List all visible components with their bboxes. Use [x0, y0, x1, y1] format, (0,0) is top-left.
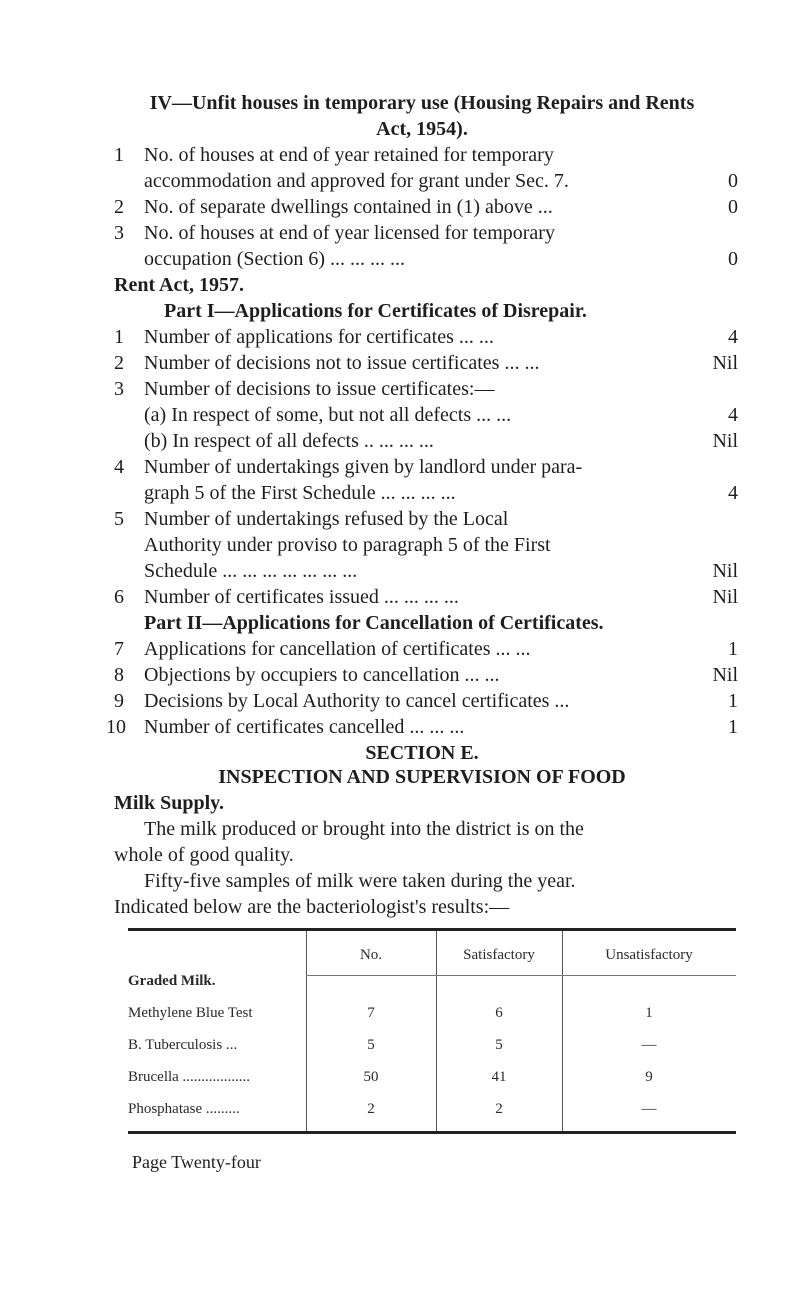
item-value: 0	[728, 170, 738, 192]
item-text: Applications for cancellation of certificates ... ...	[144, 638, 531, 660]
item-value: 1	[728, 638, 738, 660]
item-text: (b) In respect of all defects .. ... ... ...	[144, 430, 434, 452]
rent-act-title: Rent Act, 1957.	[114, 274, 244, 296]
item-number: 3	[114, 378, 124, 400]
item-text: Schedule ... ... ... ... ... ... ...	[144, 560, 358, 582]
header-satisfactory: Satisfactory	[463, 947, 535, 963]
item-number: 8	[114, 664, 124, 686]
item-number: 5	[114, 508, 124, 530]
item-number: 6	[114, 586, 124, 608]
section-e-subtitle: INSPECTION AND SUPERVISION OF FOOD	[218, 766, 626, 788]
header-no: No.	[359, 947, 383, 963]
item-text: No. of separate dwellings contained in (1) above ...	[144, 196, 553, 218]
item-number: 2	[114, 196, 124, 218]
part-2-title: Part II—Applications for Cancellation of Certificates.	[144, 612, 604, 634]
row-satisfactory: 6	[495, 1005, 503, 1021]
item-text: Number of decisions not to issue certificates ... ...	[144, 352, 540, 374]
section-iv-title-line1: IV—Unfit houses in temporary use (Housing Repairs and Rents	[149, 92, 695, 114]
item-text: Number of decisions to issue certificates:—	[144, 378, 495, 400]
row-satisfactory: 5	[495, 1037, 503, 1053]
item-value: 4	[728, 326, 738, 348]
item-text: Authority under proviso to paragraph 5 of the First	[144, 534, 551, 556]
item-value: 4	[728, 482, 738, 504]
row-unsatisfactory: 9	[645, 1069, 653, 1085]
item-number: 10	[106, 716, 126, 738]
row-name: Brucella ..................	[128, 1069, 251, 1085]
item-text: accommodation and approved for grant under Sec. 7.	[144, 170, 569, 192]
row-name: Methylene Blue Test	[128, 1005, 253, 1021]
item-number: 1	[114, 144, 124, 166]
item-number: 1	[114, 326, 124, 348]
milk-supply-heading: Milk Supply.	[114, 792, 225, 814]
milk-paragraph-2-line2: Indicated below are the bacteriologist's results:—	[114, 896, 510, 918]
page-footer: Page Twenty-four	[132, 1152, 261, 1172]
row-no: 5	[367, 1037, 375, 1053]
milk-paragraph-2-line1: Fifty-five samples of milk were taken during the year.	[144, 870, 576, 892]
table-header-rule	[306, 975, 736, 976]
item-value: Nil	[712, 560, 738, 582]
row-unsatisfactory: 1	[645, 1005, 653, 1021]
item-value: 4	[728, 404, 738, 426]
item-text: Number of undertakings refused by the Local	[144, 508, 509, 530]
row-name: B. Tuberculosis ...	[128, 1037, 238, 1053]
header-graded-milk: Graded Milk.	[128, 973, 216, 989]
item-number: 9	[114, 690, 124, 712]
row-no: 50	[363, 1069, 379, 1085]
item-text: Decisions by Local Authority to cancel certificates ...	[144, 690, 570, 712]
row-name: Phosphatase .........	[128, 1101, 240, 1117]
section-iv-title-line2: Act, 1954).	[376, 118, 468, 140]
header-unsatisfactory: Unsatisfactory	[605, 947, 693, 963]
row-satisfactory: 41	[491, 1069, 507, 1085]
part-1-title: Part I—Applications for Certificates of Disrepair.	[164, 300, 587, 322]
milk-paragraph-1-line2: whole of good quality.	[114, 844, 294, 866]
item-text: Number of undertakings given by landlord under para-	[144, 456, 583, 478]
item-value: Nil	[712, 586, 738, 608]
row-unsatisfactory: —	[641, 1037, 657, 1053]
item-value: 0	[728, 248, 738, 270]
item-text: No. of houses at end of year retained for temporary	[144, 144, 554, 166]
item-text: graph 5 of the First Schedule ... ... ... ...	[144, 482, 456, 504]
item-text: Objections by occupiers to cancellation ... ...	[144, 664, 500, 686]
item-number: 2	[114, 352, 124, 374]
item-number: 7	[114, 638, 124, 660]
item-number: 4	[114, 456, 124, 478]
item-value: Nil	[712, 664, 738, 686]
item-value: 1	[728, 690, 738, 712]
section-e-title: SECTION E.	[365, 742, 479, 764]
item-value: Nil	[712, 352, 738, 374]
item-number: 3	[114, 222, 124, 244]
item-text: No. of houses at end of year licensed for temporary	[144, 222, 555, 244]
item-text: Number of certificates cancelled ... ... ...	[144, 716, 465, 738]
item-text: Number of applications for certificates ... ...	[144, 326, 494, 348]
milk-paragraph-1-line1: The milk produced or brought into the district is on the	[144, 818, 584, 840]
row-satisfactory: 2	[495, 1101, 503, 1117]
item-value: 0	[728, 196, 738, 218]
item-value: Nil	[712, 430, 738, 452]
graded-milk-table	[128, 928, 736, 1134]
row-unsatisfactory: —	[641, 1101, 657, 1117]
item-text: occupation (Section 6) ... ... ... ...	[144, 248, 406, 270]
row-no: 2	[367, 1101, 375, 1117]
item-value: 1	[728, 716, 738, 738]
item-text: (a) In respect of some, but not all defects ... ...	[144, 404, 512, 426]
item-text: Number of certificates issued ... ... ... ...	[144, 586, 459, 608]
row-no: 7	[367, 1005, 375, 1021]
